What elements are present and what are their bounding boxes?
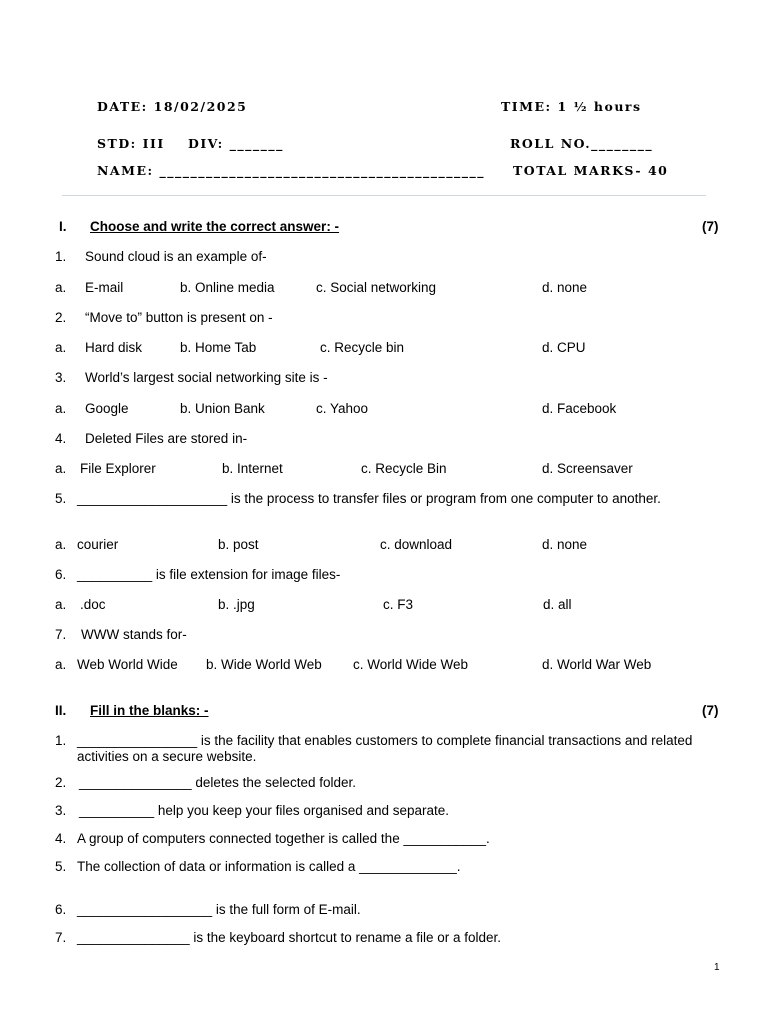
option-c: c. download xyxy=(380,537,453,552)
question-number: 1. xyxy=(55,249,67,264)
header-divider xyxy=(62,195,706,196)
blank-text: _______________ is the keyboard shortcut to rename a file or a folder. xyxy=(77,930,502,945)
option-a: E-mail xyxy=(85,280,124,295)
blank-number: 5. xyxy=(55,859,67,874)
option-c: c. Recycle bin xyxy=(320,340,405,355)
blank-number: 7. xyxy=(55,930,67,945)
option-b: b. .jpg xyxy=(218,597,255,612)
question-text: Deleted Files are stored in- xyxy=(85,431,248,446)
section1-number: I. xyxy=(59,219,67,234)
option-letter-a: a. xyxy=(55,461,67,476)
blank-number: 2. xyxy=(55,775,67,790)
std-label: STD: III xyxy=(97,136,165,151)
total-marks-label: TOTAL MARKS- 40 xyxy=(513,163,669,178)
option-d: d. Screensaver xyxy=(542,461,633,476)
option-a: Google xyxy=(85,401,129,416)
question-number: 3. xyxy=(55,370,67,385)
option-c: c. World Wide Web xyxy=(353,657,469,672)
option-d: d. none xyxy=(542,537,588,552)
option-c: c. Recycle Bin xyxy=(361,461,447,476)
question-number: 2. xyxy=(55,310,67,325)
blank-text: _______________ deletes the selected folder. xyxy=(79,775,356,790)
option-b: b. Union Bank xyxy=(180,401,265,416)
option-d: d. Facebook xyxy=(542,401,617,416)
name-label: NAME: __________________________________________ xyxy=(97,163,485,178)
div-label: DIV: _______ xyxy=(188,136,284,151)
question-number: 7. xyxy=(55,627,67,642)
option-letter-a: a. xyxy=(55,340,67,355)
blank-text: __________ help you keep your files organised and separate. xyxy=(79,803,450,818)
question-text: __________ is file extension for image files- xyxy=(77,567,341,582)
blank-text: The collection of data or information is called a _____________. xyxy=(77,859,461,874)
question-text: Sound cloud is an example of- xyxy=(85,249,267,264)
question-text: ____________________ is the process to transfer files or program from one computer to another. xyxy=(77,491,661,506)
option-letter-a: a. xyxy=(55,597,67,612)
option-letter-a: a. xyxy=(55,401,67,416)
question-text: World’s largest social networking site is - xyxy=(85,370,328,385)
section2-title: Fill in the blanks: - xyxy=(90,703,209,718)
blank-text: ________________ is the facility that enables customers to complete financial transactions and related activities on a secure website. xyxy=(77,733,693,764)
section2-marks: (7) xyxy=(702,703,719,718)
option-c: c. Social networking xyxy=(316,280,437,295)
section1-title: Choose and write the correct answer: - xyxy=(90,219,340,234)
option-b: b. post xyxy=(218,537,259,552)
option-a: File Explorer xyxy=(80,461,156,476)
blank-text: __________________ is the full form of E-mail. xyxy=(77,902,361,917)
option-b: b. Online media xyxy=(180,280,275,295)
blank-number: 1. xyxy=(55,733,67,748)
option-d: d. CPU xyxy=(542,340,586,355)
option-letter-a: a. xyxy=(55,657,67,672)
option-a: courier xyxy=(77,537,119,552)
option-c: c. Yahoo xyxy=(316,401,369,416)
option-a: .doc xyxy=(80,597,106,612)
question-text: WWW stands for- xyxy=(81,627,187,642)
option-c: c. F3 xyxy=(383,597,414,612)
question-text: “Move to” button is present on - xyxy=(85,310,273,325)
option-a: Web World Wide xyxy=(77,657,178,672)
question-number: 4. xyxy=(55,431,67,446)
option-b: b. Wide World Web xyxy=(206,657,322,672)
roll-number-label: ROLL NO.________ xyxy=(510,136,654,151)
time-label: TIME: 1 ½ hours xyxy=(501,99,642,114)
section2-number: II. xyxy=(55,703,67,718)
option-letter-a: a. xyxy=(55,537,67,552)
page-number: 1 xyxy=(714,962,720,973)
option-d: d. none xyxy=(542,280,588,295)
blank-text: A group of computers connected together is called the ___________. xyxy=(77,831,490,846)
section1-marks: (7) xyxy=(702,219,719,234)
date-label: DATE: 18/02/2025 xyxy=(97,99,248,114)
option-d: d. all xyxy=(543,597,572,612)
blank-number: 4. xyxy=(55,831,67,846)
option-b: b. Home Tab xyxy=(180,340,257,355)
option-letter-a: a. xyxy=(55,280,67,295)
question-number: 5. xyxy=(55,491,67,506)
blank-number: 3. xyxy=(55,803,67,818)
option-d: d. World War Web xyxy=(542,657,652,672)
option-b: b. Internet xyxy=(222,461,283,476)
blank-number: 6. xyxy=(55,902,67,917)
question-number: 6. xyxy=(55,567,67,582)
option-a: Hard disk xyxy=(85,340,143,355)
